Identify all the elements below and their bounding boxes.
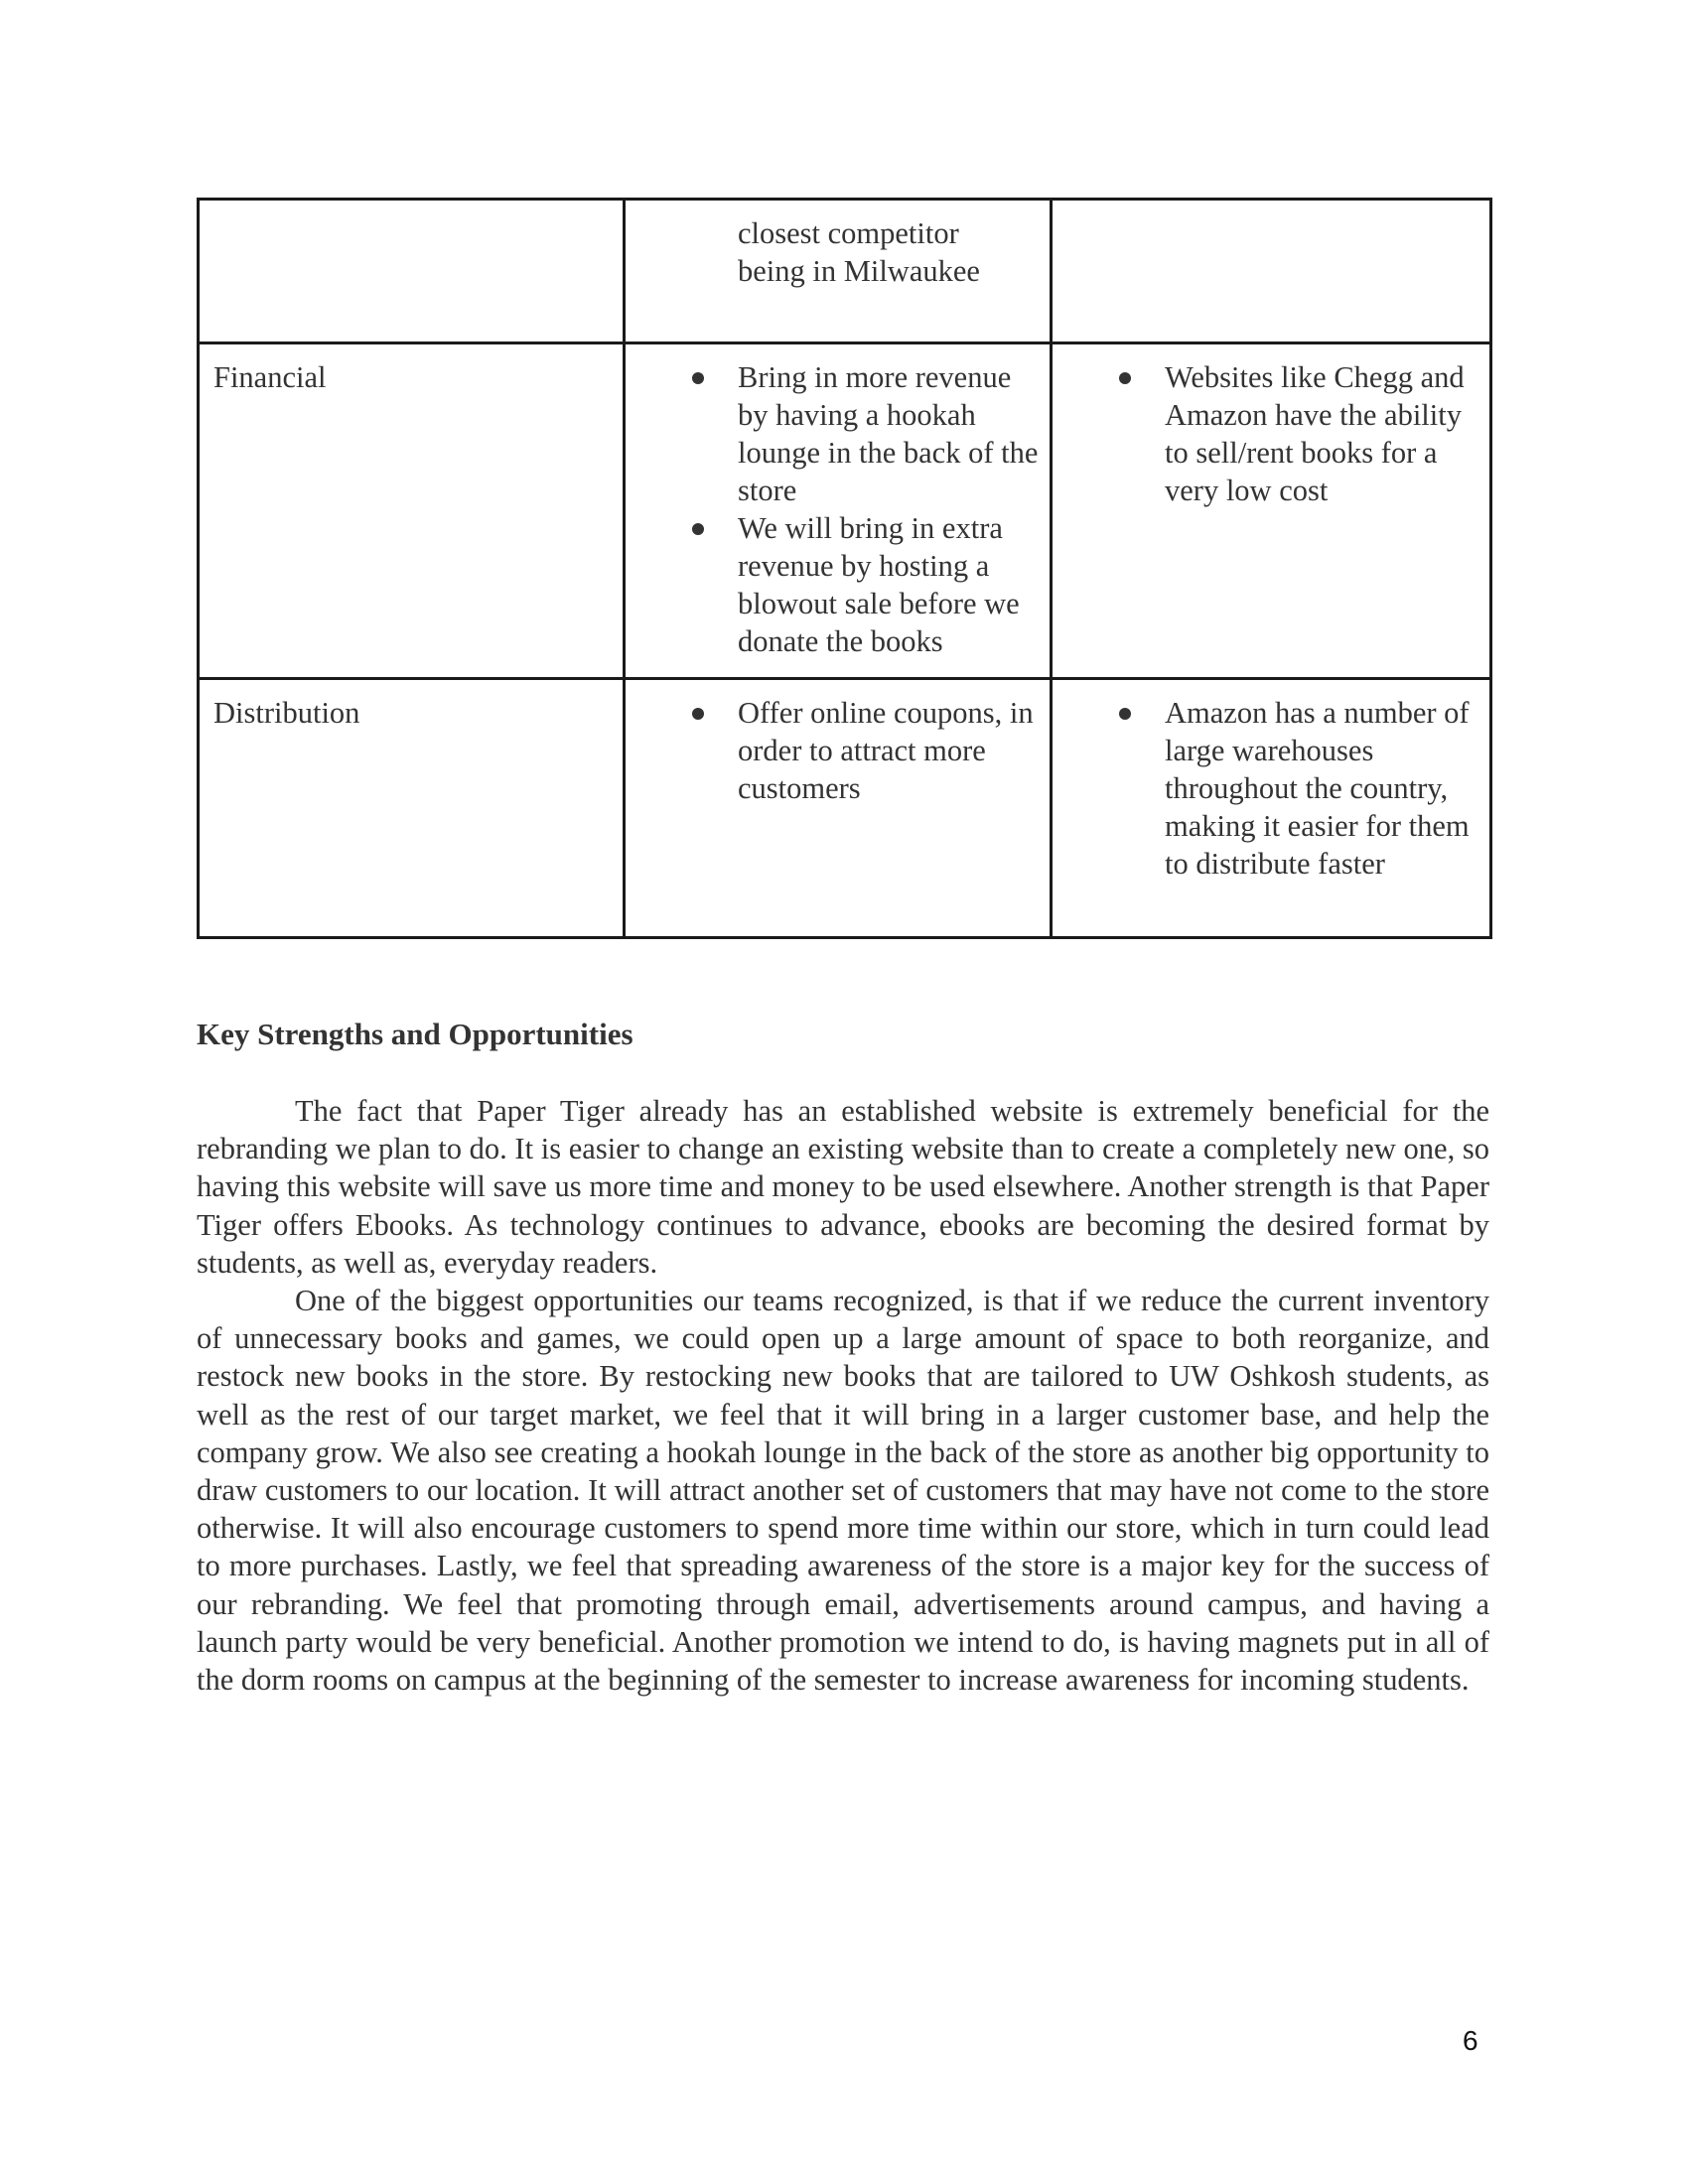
row-label-cell xyxy=(199,343,625,679)
threats-cell xyxy=(1052,200,1491,343)
row-label xyxy=(200,201,623,214)
opportunities-list xyxy=(626,680,1050,819)
swot-table xyxy=(197,198,1492,939)
page-number: 6 xyxy=(1463,2025,1478,2056)
list-item xyxy=(626,358,1042,509)
paragraph: One of the biggest opportunities our teams recognized, is that if we reduce the current inventory of unnecessary books and games, we could open up a large amount of space to both reorganize, and restock new books in the store. By restocking new books that are tailored to UW Oshkosh students, as well as the rest of our target market, we feel that it will bring in a larger customer base, and help the company grow. We also see creating a hookah lounge in the back of the store as another big opportunity to draw customers to our location. It will attract another set of customers that may have not come to the store otherwise. It will also encourage customers to spend more time within our store, which in turn could lead to more purchases. Lastly, we feel that spreading awareness of the store is a major key for the success of our rebranding. We feel that promoting through email, advertisements around campus, and having a launch party would be very beneficial. Another promotion we intend to do, is having magnets put in all of the dorm rooms on campus at the beginning of the semester to increase awareness for incoming students. xyxy=(197,1284,1489,1698)
bullet-icon xyxy=(692,708,704,720)
bullet-icon xyxy=(1119,372,1131,384)
bullet-icon xyxy=(692,523,704,535)
list-item-text: We will bring in extra revenue by hosting a blowout sale before we donate the books xyxy=(738,511,1020,658)
opportunities-cell xyxy=(625,200,1052,343)
list-item-text: Bring in more revenue by having a hookah lounge in the back of the store xyxy=(738,360,1039,507)
paragraph: The fact that Paper Tiger already has an established website is extremely beneficial for the rebranding we plan to do. It is easier to change an existing website than to create a completely new one, so having this website will save us more time and money to be used elsewhere. Another strength is that Paper Tiger offers Ebooks. As technology continues to advance, ebooks are becoming the desired format by students, as well as, everyday readers. xyxy=(197,1094,1489,1280)
list-item xyxy=(1053,358,1481,509)
opportunity-continuation-text: closest competitor being in Milwaukee xyxy=(738,216,980,288)
bullet-icon xyxy=(692,372,704,384)
table-row-distribution xyxy=(199,679,1491,938)
list-item-text: Offer online coupons, in order to attract more customers xyxy=(738,696,1034,805)
row-label-cell xyxy=(199,200,625,343)
row-label-distribution: Distribution xyxy=(213,696,360,730)
opportunities-cell xyxy=(625,343,1052,679)
threats-cell xyxy=(1052,679,1491,938)
bullet-icon xyxy=(1119,708,1131,720)
list-item xyxy=(626,694,1042,807)
opportunities-cell xyxy=(625,679,1052,938)
list-item-text: Websites like Chegg and Amazon have the ability to sell/rent books for a very low cost xyxy=(1165,360,1465,507)
threats-cell xyxy=(1052,343,1491,679)
section-heading: Key Strengths and Opportunities xyxy=(197,1017,633,1051)
list-item-text: Amazon has a number of large warehouses throughout the country, making it easier for them to distribute faster xyxy=(1165,696,1470,881)
list-item xyxy=(626,509,1042,660)
section-body xyxy=(197,1092,1489,1699)
row-label-cell xyxy=(199,679,625,938)
table-row-continued xyxy=(199,200,1491,343)
threats-list xyxy=(1053,344,1489,521)
list-item xyxy=(1053,694,1481,883)
opportunities-list xyxy=(626,344,1050,672)
row-label-financial: Financial xyxy=(213,360,327,394)
table-row-financial xyxy=(199,343,1491,679)
threats-list xyxy=(1053,680,1489,894)
